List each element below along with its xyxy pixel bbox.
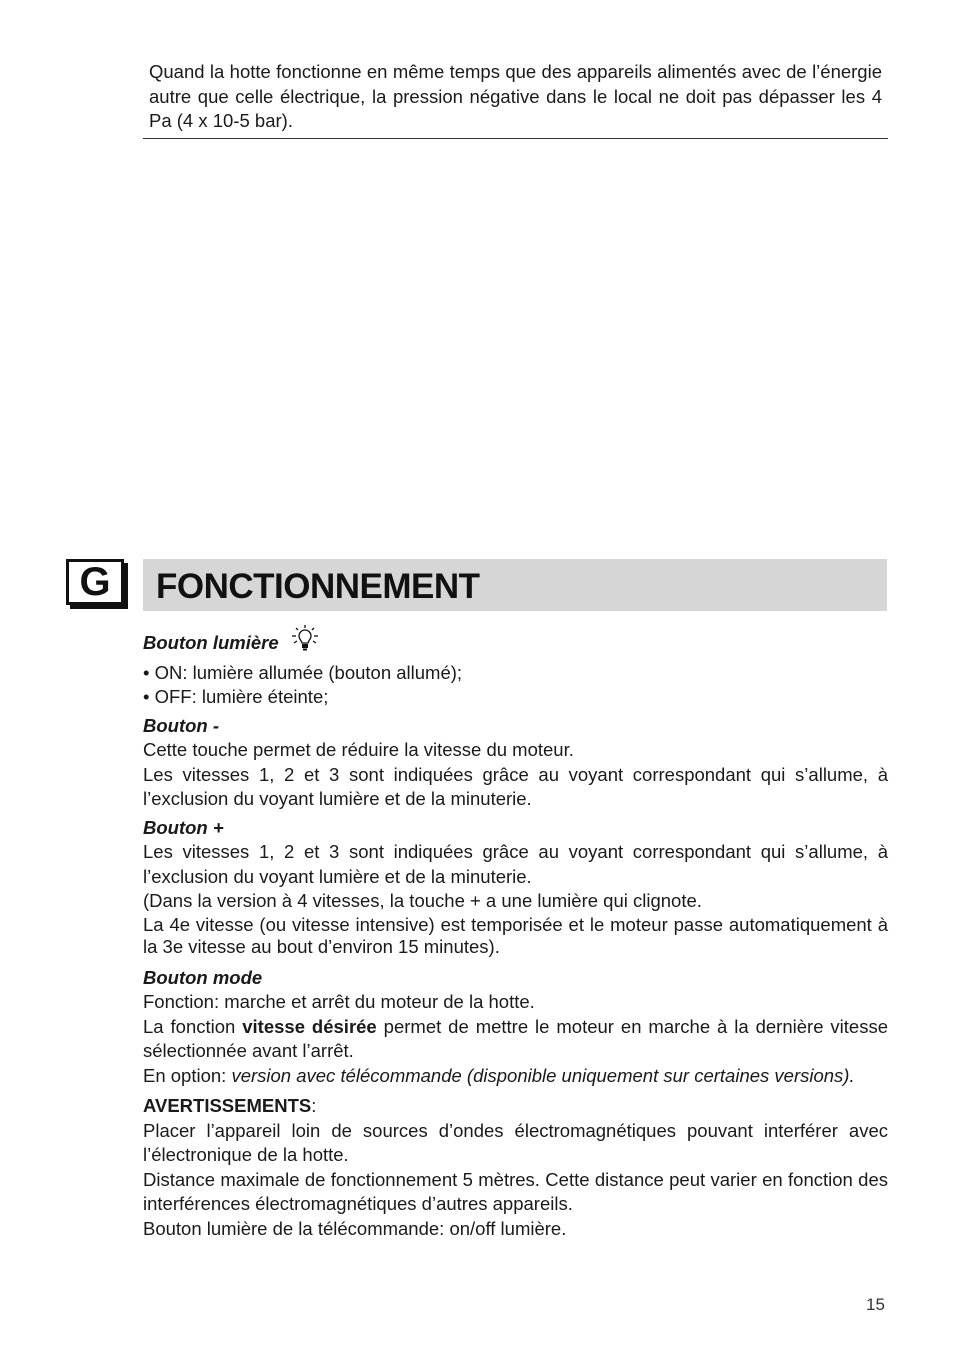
warnings-line2: Distance maximale de fonctionnement 5 mètres. Cette distance peut varier en fonction des interférences électromagnétiques d’autres appareils.: [143, 1168, 888, 1214]
minus-button-heading: Bouton -: [143, 714, 220, 736]
light-bulb-icon: [288, 624, 322, 661]
minus-button-line2: Les vitesses 1, 2 et 3 sont indiquées grâce au voyant correspondant qui s’allume, à l’exclusion du voyant lumière et de la minuterie.: [143, 763, 888, 809]
plus-button-heading: Bouton +: [143, 816, 224, 838]
page-number: 15: [866, 1295, 885, 1314]
minus-button-line1: Cette touche permet de réduire la vitesse du moteur.: [143, 739, 574, 760]
plus-button-line3: La 4e vitesse (ou vitesse intensive) est temporisée et le moteur passe automatiquement à la 3e vitesse au bout d’environ 15 minutes).: [143, 913, 888, 957]
warnings-heading-text: AVERTISSEMENTS: [143, 1095, 312, 1116]
mode-line2-bold: vitesse désirée: [242, 1015, 377, 1037]
section-letter-box: G: [66, 559, 124, 605]
section-content: [143, 624, 888, 1241]
mode-line2-prefix: La fonction: [143, 1015, 243, 1037]
mode-button-line3: [143, 1064, 888, 1089]
warnings-heading-colon: :: [311, 1095, 317, 1116]
warnings-line3: Bouton lumière de la télécommande: on/off lumière.: [143, 1217, 567, 1239]
warnings-line1: Placer l’appareil loin de sources d’ondes électromagnétiques pouvant interférer avec l’électronique de la hotte.: [143, 1119, 888, 1165]
top-divider: [143, 138, 888, 139]
top-note: Quand la hotte fonctionne en même temps que des appareils alimentés avec de l’énergie autre que celle électrique, la pression négative dans le local ne doit pas dépasser les 4 Pa (4 x 10-5 bar).: [149, 61, 882, 131]
plus-button-line1: Les vitesses 1, 2 et 3 sont indiquées grâce au voyant correspondant qui s’allume, à l’exclusion du voyant lumière et de la minuterie.: [143, 841, 888, 887]
mode-line3-prefix: En option:: [143, 1064, 232, 1086]
section-title: FONCTIONNEMENT: [156, 567, 480, 606]
light-button-heading: [143, 624, 888, 661]
section-header-bar: [143, 559, 887, 611]
mode-button-line2: [143, 1015, 888, 1064]
light-button-heading-text: Bouton lumière: [143, 632, 279, 653]
mode-button-line1: Fonction: marche et arrêt du moteur de la hotte.: [143, 991, 535, 1012]
warnings-heading: [143, 1094, 888, 1119]
mode-line3-italic: version avec télécommande (disponible uniquement sur certaines versions).: [231, 1064, 855, 1086]
plus-button-line2: (Dans la version à 4 vitesses, la touche + a une lumière qui clignote.: [143, 890, 702, 911]
light-on-item: • ON: lumière allumée (bouton allumé);: [143, 661, 463, 683]
mode-line2-suffix: permet de mettre le moteur en marche à la dernière vitesse sélectionnée avant l’arrêt.: [143, 1015, 888, 1061]
mode-button-heading: Bouton mode: [143, 966, 263, 988]
light-off-item: • OFF: lumière éteinte;: [143, 686, 329, 707]
